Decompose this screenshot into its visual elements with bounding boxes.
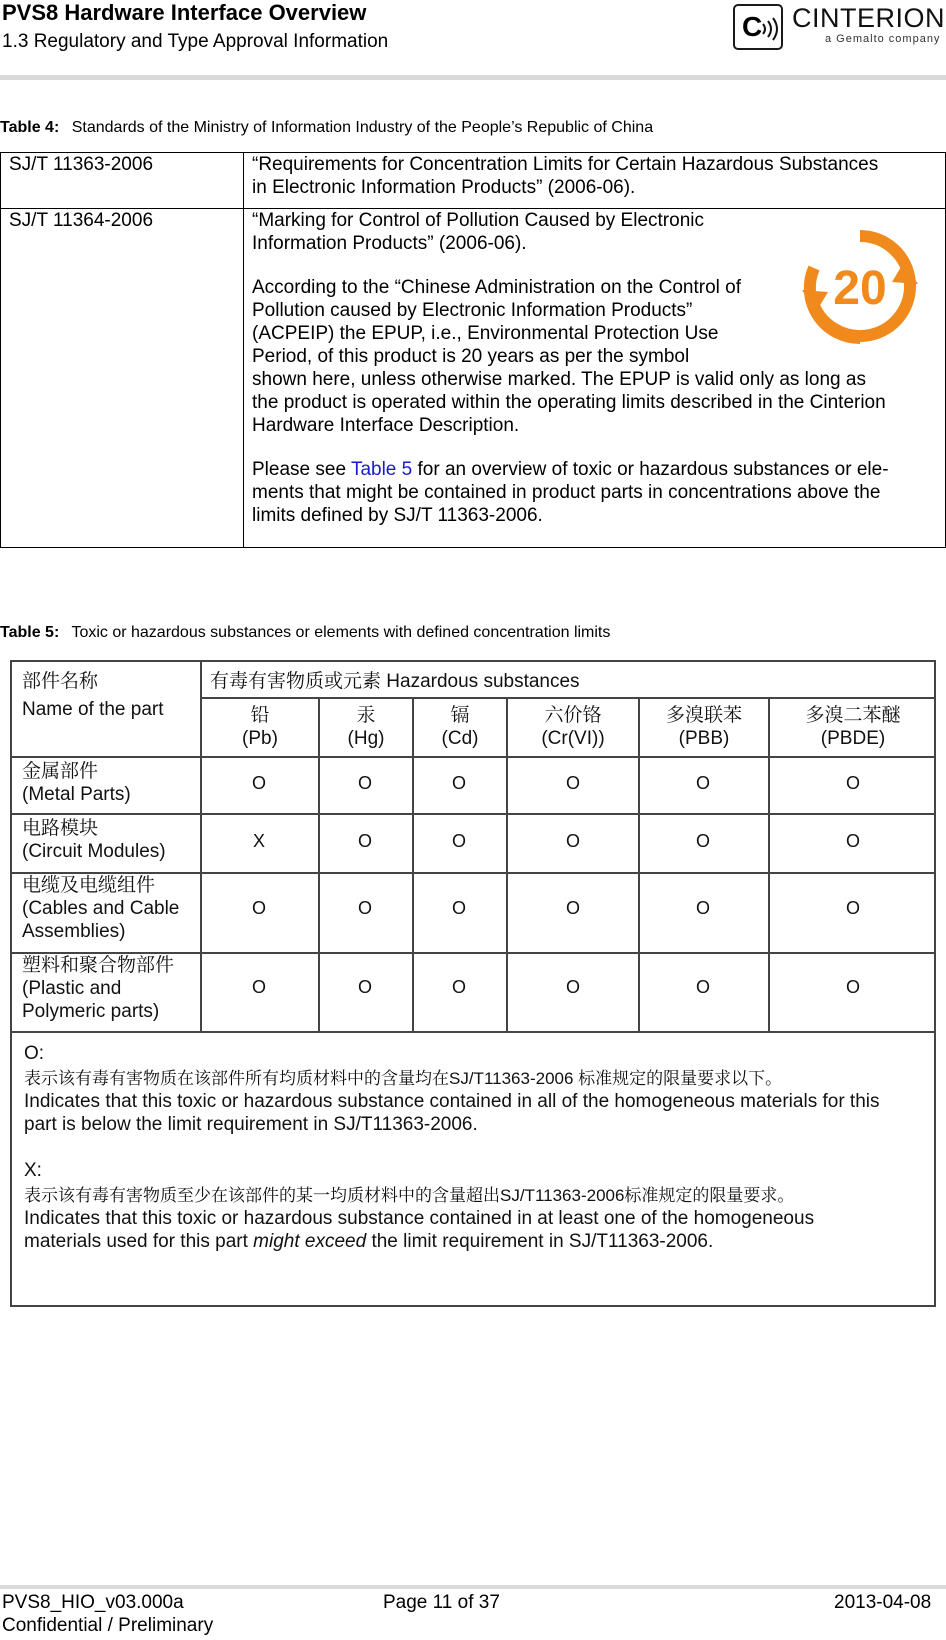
substance-mark: O (695, 977, 710, 997)
substance-mark: O (695, 773, 710, 793)
footer-confidentiality: Confidential / Preliminary (2, 1615, 214, 1636)
brand-name: CINTERION (792, 3, 945, 33)
brand-subtitle: a Gemalto company (825, 33, 941, 45)
part-name: 塑料和聚合物部件 (Plastic and Polymeric parts) (22, 955, 175, 1022)
page-header (0, 0, 946, 80)
substance-mark: O (845, 977, 860, 997)
part-name: 电缆及电缆组件 (Cables and Cable Assemblies) (22, 875, 180, 942)
standard-description: “Marking for Control of Pollution Caused by Electronic Information Products” (2006-06). According to the “Chinese Administration on the Control of Pollution caused by Electronic Information Products” (ACPEIP) the EPUP, i.e., Environmental Protection Use Period, of this product is 20 years as per the symbol shown here, unless otherwise marked. The EPUP is valid only as long as the product is operated within the operating limits described in the Cinterion Hardware Interface Description. Please see Table 5 for an overview of toxic or hazardous substances or ele- ments that might be contained in product parts in concentrations above the limits defined by SJ/T 11363-2006. (252, 210, 889, 526)
table5-caption-text: Toxic or hazardous substances or elements with defined concentration limits (71, 624, 611, 641)
substance-mark: O (451, 773, 466, 793)
substance-mark: O (357, 977, 372, 997)
substance-header: 汞 (Hg) (347, 705, 385, 749)
substance-header: 多溴联苯 (PBB) (665, 705, 742, 749)
substance-header: 铅 (Pb) (242, 705, 278, 749)
table4-caption (0, 118, 653, 138)
substance-mark: O (251, 898, 266, 918)
substance-mark: O (565, 977, 580, 997)
substance-mark: O (565, 773, 580, 793)
part-header-en: Name of the part (22, 699, 164, 720)
hazardous-substances-table (10, 660, 936, 1307)
footer-doc-id: PVS8_HIO_v03.000a (2, 1592, 184, 1613)
epup-20-years-icon (800, 228, 920, 346)
substance-header: 镉 (Cd) (441, 705, 479, 749)
substance-mark: O (845, 898, 860, 918)
substance-mark: O (357, 831, 372, 851)
legend-x: X: 表示该有毒有害物质至少在该部件的某一均质材料中的含量超出SJ/T11363-2006标准规定的限量要求。 Indicates that this toxic or hazardous substance contained in at least one of the homogeneous materials used for this part might exceed the limit requirement in SJ/T11363-2006. (24, 1160, 815, 1252)
document-title: PVS8 Hardware Interface Overview (2, 0, 367, 25)
substance-mark: O (451, 831, 466, 851)
substance-header: 多溴二苯醚 (PBDE) (805, 705, 901, 749)
part-header-cn: 部件名称 (22, 671, 99, 692)
substance-mark: O (845, 831, 860, 851)
section-title: 1.3 Regulatory and Type Approval Information (2, 31, 389, 52)
substance-mark: O (695, 831, 710, 851)
substance-mark: O (451, 898, 466, 918)
footer-date: 2013-04-08 (834, 1592, 932, 1613)
substance-mark: O (451, 977, 466, 997)
legend-o: O: 表示该有毒有害物质在该部件所有均质材料中的含量均在SJ/T11363-2006 标准规定的限量要求以下。 Indicates that this toxic or hazardous substance contained in all of the homogeneous materials for this part is below the limit requirement in SJ/T11363-2006. (24, 1043, 880, 1135)
svg-text:20: 20 (833, 262, 887, 315)
standard-code: SJ/T 11364-2006 (9, 210, 154, 231)
substance-mark: O (565, 898, 580, 918)
table4-caption-text: Standards of the Ministry of Information Industry of the People’s Republic of China (71, 119, 654, 136)
header-divider (0, 75, 946, 80)
substance-mark: O (565, 831, 580, 851)
cinterion-logo-icon: C (733, 4, 783, 50)
standards-table (0, 152, 946, 548)
part-name: 电路模块 (Circuit Modules) (22, 818, 166, 862)
substance-mark: X (252, 831, 265, 851)
substance-mark: O (695, 898, 710, 918)
footer-divider (0, 1585, 946, 1589)
substance-mark: O (251, 773, 266, 793)
table5-caption-label: Table 5: (0, 624, 60, 641)
substances-header: 有毒有害物质或元素 Hazardous substances (210, 671, 580, 692)
standard-description: “Requirements for Concentration Limits for Certain Hazardous Substances in Electronic Information Products” (2006-06). (252, 154, 879, 198)
substance-mark: O (251, 977, 266, 997)
table5-caption (0, 623, 610, 643)
table4-caption-label: Table 4: (0, 119, 60, 136)
substance-mark: O (357, 898, 372, 918)
footer-page-number: Page 11 of 37 (383, 1592, 500, 1613)
part-name: 金属部件 (Metal Parts) (22, 761, 131, 805)
substance-mark: O (845, 773, 860, 793)
table5-link[interactable]: Table 5 (350, 459, 413, 480)
standard-code: SJ/T 11363-2006 (9, 154, 154, 175)
substance-header: 六价铬 (Cr(VI)) (541, 705, 605, 749)
substance-mark: O (357, 773, 372, 793)
